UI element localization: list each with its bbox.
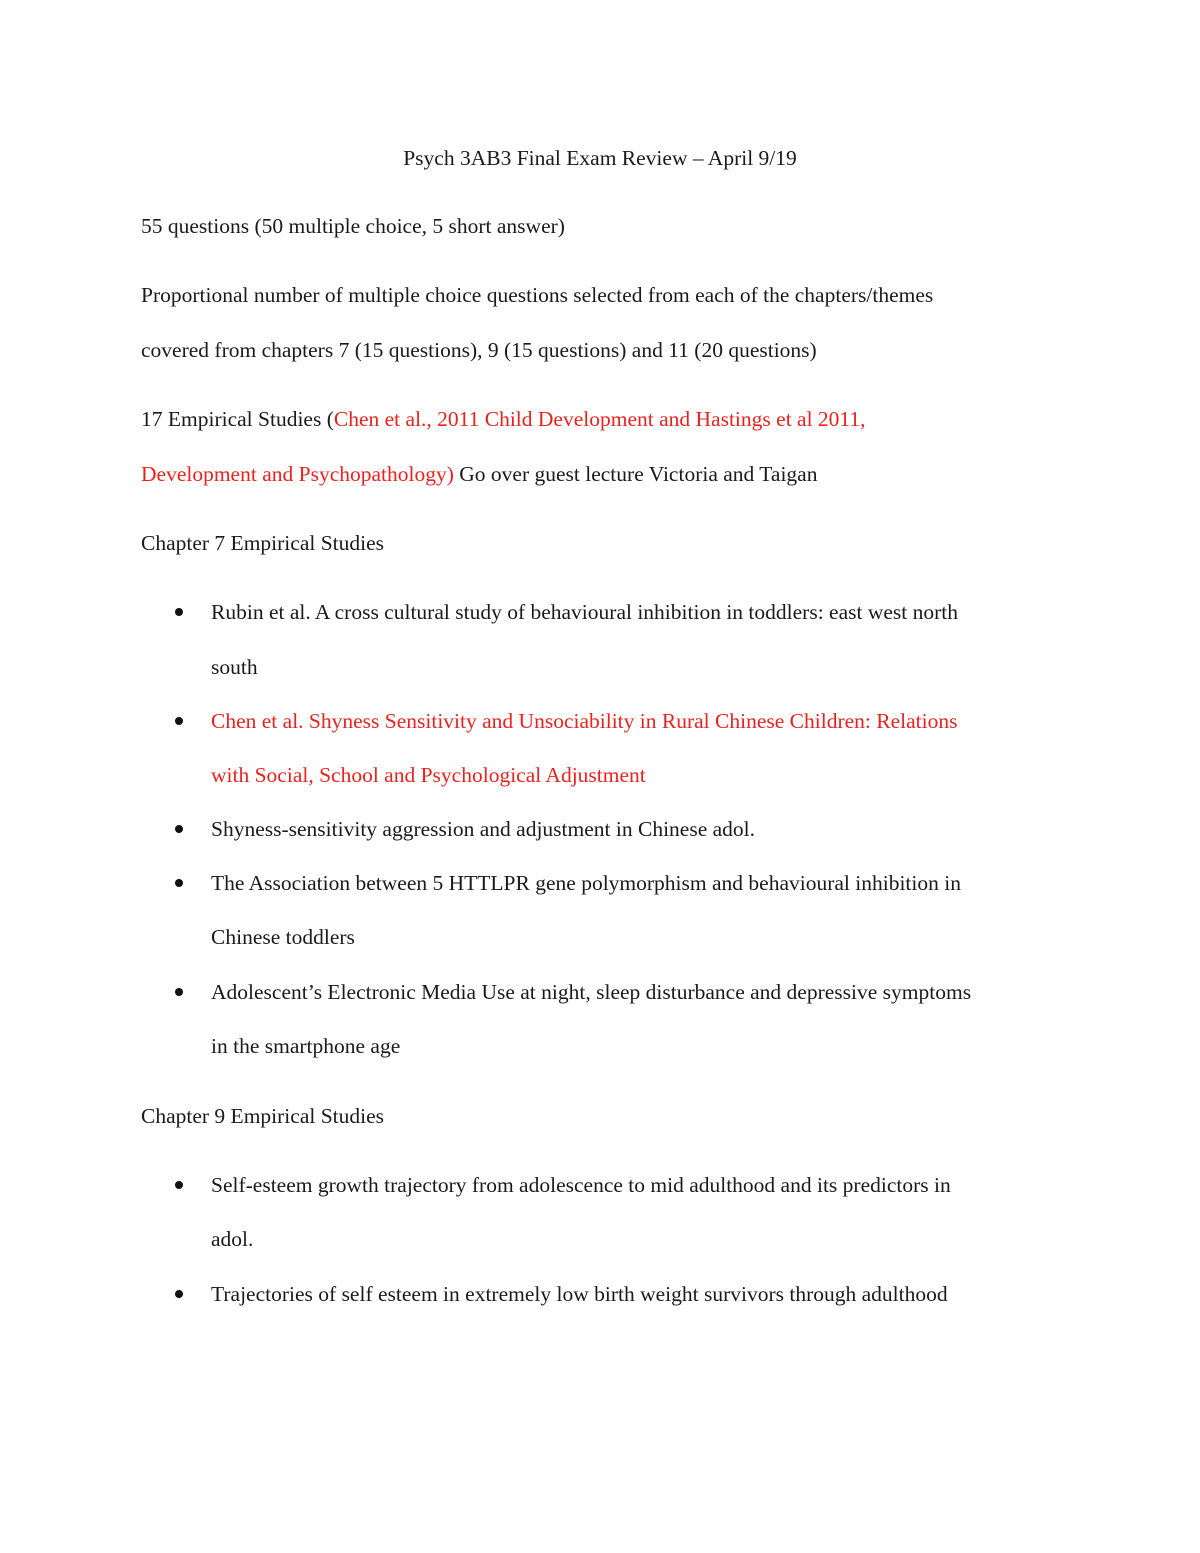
bullet-icon — [175, 1181, 183, 1189]
chapter9-item-1-line-2: adol. — [211, 1227, 254, 1251]
chapter7-item-1-line-1: Rubin et al. A cross cultural study of behavioural inhibition in toddlers: east west north — [211, 600, 959, 624]
chapter7-item-2-line-2: with Social, School and Psychological Adjustment — [211, 763, 646, 787]
chapter7-heading: Chapter 7 Empirical Studies — [141, 531, 385, 555]
bullet-icon — [175, 988, 183, 996]
proportional-text-line-2: covered from chapters 7 (15 questions), 9 (15 questions) and 11 (20 questions) — [141, 338, 817, 362]
bullet-icon — [175, 825, 183, 833]
chapter9-item-1-line-1: Self-esteem growth trajectory from adolescence to mid adulthood and its predictors in — [211, 1173, 951, 1197]
chapter9-heading: Chapter 9 Empirical Studies — [141, 1104, 385, 1128]
proportional-text-line-1: Proportional number of multiple choice questions selected from each of the chapters/themes — [141, 283, 934, 307]
questions-count-text: 55 questions (50 multiple choice, 5 short answer) — [141, 214, 565, 238]
empirical-studies-highlight-2: Development and Psychopathology) — [141, 462, 454, 486]
empirical-studies-suffix: Go over guest lecture Victoria and Taigan — [453, 462, 818, 486]
chapter7-item-4-line-1: The Association between 5 HTTLPR gene polymorphism and behavioural inhibition in — [211, 871, 961, 895]
empirical-studies-prefix: 17 Empirical Studies ( — [141, 407, 334, 431]
bullet-icon — [175, 1290, 183, 1298]
bullet-icon — [175, 879, 183, 887]
chapter7-item-5-line-1: Adolescent’s Electronic Media Use at night, sleep disturbance and depressive symptoms — [211, 980, 972, 1004]
bullet-icon — [175, 717, 183, 725]
bullet-icon — [175, 608, 183, 616]
empirical-studies-line-2 — [141, 460, 817, 488]
chapter7-item-1-line-2: south — [211, 655, 258, 679]
chapter7-item-4-line-2: Chinese toddlers — [211, 925, 355, 949]
empirical-studies-line-1 — [141, 405, 866, 433]
chapter9-item-2-line-1: Trajectories of self esteem in extremely low birth weight survivors through adulthood — [211, 1282, 948, 1306]
chapter7-item-2-line-1: Chen et al. Shyness Sensitivity and Unsociability in Rural Chinese Children: Relations — [211, 709, 958, 733]
document-title: Psych 3AB3 Final Exam Review – April 9/19 — [403, 146, 797, 170]
chapter7-item-3-line-1: Shyness-sensitivity aggression and adjustment in Chinese adol. — [211, 817, 756, 841]
chapter7-item-5-line-2: in the smartphone age — [211, 1034, 401, 1058]
empirical-studies-highlight-1: Chen et al., 2011 Child Development and Hastings et al 2011, — [333, 407, 866, 431]
